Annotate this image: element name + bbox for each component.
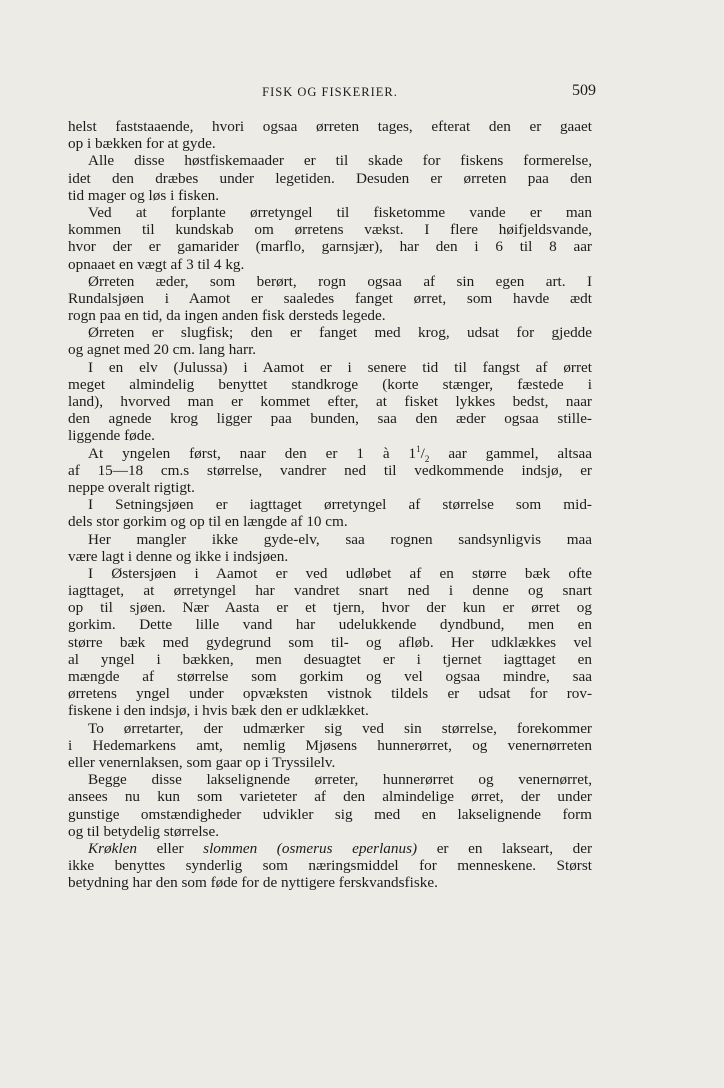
page-number: 509 bbox=[572, 82, 596, 99]
text-line: eller venernlaksen, som gaar op i Tryssilelv. bbox=[68, 753, 336, 771]
fraction-line: At yngelen først, naar den er 1 à $1^1/_2$ aar gammel, altsaa bbox=[88, 443, 593, 464]
text-line: fiskene i den indsjø, i hvis bæk den er udklækket. bbox=[68, 702, 369, 720]
species-name-krøklen: Krøklen bbox=[88, 839, 137, 857]
text-line: Ørreten æder, som berørt, rogn ogsaa af sin egen art. I bbox=[88, 272, 592, 290]
text-line: To ørretarter, der udmærker sig ved sin størrelse, forekommer bbox=[88, 719, 592, 737]
text-line: liggende føde. bbox=[68, 427, 155, 445]
text-line: den agnede krog ligger paa bunden, saa den æder ogsaa stille- bbox=[68, 410, 592, 428]
text-line: tid mager og løs i fisken. bbox=[68, 186, 220, 204]
text-line: og til betydelig størrelse. bbox=[68, 822, 219, 840]
text-line: kommen til kundskab om ørretens vækst. I flere høifjeldsvande, bbox=[68, 221, 592, 239]
latin-name: (osmerus eperlanus) bbox=[276, 839, 418, 857]
text-line: neppe overalt rigtigt. bbox=[68, 478, 195, 496]
text-line: Begge disse lakselignende ørreter, hunnerørret og venernørret, bbox=[88, 771, 592, 789]
running-title: FISK OG FISKERIER. bbox=[262, 85, 398, 99]
body-text bbox=[68, 118, 592, 891]
text-line: ikke benyttes synderlig som næringsmiddel for menneskene. Størst bbox=[68, 857, 592, 875]
text-line: gunstige omstændigheder udvikler sig med en lakselignende form bbox=[68, 805, 592, 823]
text-line: ørretens yngel under opvæksten vistnok tildels er udsat for rov- bbox=[68, 685, 592, 703]
text-line: mængde af størrelse som gorkim og vel ogsaa mindre, saa bbox=[68, 668, 592, 685]
text-line: I Setningsjøen er iagttaget ørretyngel af størrelse som mid- bbox=[88, 496, 592, 514]
text-line: og agnet med 20 cm. lang harr. bbox=[68, 341, 257, 359]
smelt-line bbox=[68, 840, 592, 857]
text-line: Alle disse høstfiskemaader er til skade for fiskens formerelse, bbox=[88, 152, 592, 170]
text-line: op til sjøen. Nær Aasta er et tjern, hvor der kun er ørret og bbox=[68, 599, 592, 617]
text-line: iagttaget, at ørretyngel har vandret snart ned i denne og snart bbox=[68, 582, 592, 600]
text-line: Ørreten er slugfisk; den er fanget med krog, udsat for gjedde bbox=[88, 324, 592, 342]
text-line: meget almindelig benyttet standkroge (korte stænger, fæstede i bbox=[68, 375, 592, 393]
fraction-denominator: 2 bbox=[424, 453, 430, 464]
fraction-line-lead: At yngelen først, naar den er 1 à bbox=[88, 444, 390, 462]
text-line: al yngel i bækken, men desuagtet er i tjernet iagttaget en bbox=[68, 650, 592, 668]
running-head bbox=[60, 82, 600, 102]
text-line: helst faststaaende, hvori ogsaa ørreten tages, efterat den er gaaet bbox=[68, 118, 592, 135]
text-line: betydning har den som føde for de nyttigere ferskvandsfiske. bbox=[68, 874, 438, 892]
text-line: Her mangler ikke gyde-elv, saa rognen sandsynligvis maa bbox=[88, 530, 592, 548]
species-name-slommen: slommen bbox=[203, 839, 258, 857]
text-line: være lagt i denne og ikke i indsjøen. bbox=[68, 547, 289, 565]
text-line: op i bækken for at gyde. bbox=[68, 135, 216, 153]
text-line: gorkim. Dette lille vand har udelukkende dyndbund, men en bbox=[68, 616, 592, 634]
text-line: idet den dræbes under legetiden. Desuden er ørreten paa den bbox=[68, 169, 592, 187]
fraction-line-tail: aar gammel, altsaa bbox=[448, 444, 593, 462]
text-line: Rundalsjøen i Aamot er saaledes fanget ørret, som havde ædt bbox=[68, 289, 592, 307]
text-line: Ved at forplante ørretyngel til fisketomme vande er man bbox=[88, 203, 592, 221]
text-line: ansees nu kun som varieteter af den almindelige ørret, der under bbox=[68, 788, 592, 806]
text-line: i Hedemarkens amt, nemlig Mjøsens hunnerørret, og venernørreten bbox=[68, 736, 592, 754]
text-line: I en elv (Julussa) i Aamot er i senere tid til fangst af ørret bbox=[88, 358, 592, 376]
text-line: opnaaet en vægt af 3 til 4 kg. bbox=[68, 255, 245, 273]
text-line: hvor der er gamarider (marflo, garnsjær), har den i 6 til 8 aar bbox=[68, 238, 592, 256]
text-line: dels stor gorkim og op til en længde af 10 cm. bbox=[68, 513, 348, 531]
smelt-line-tail: er en lakseart, der bbox=[436, 839, 593, 857]
text-line: rogn paa en tid, da ingen anden fisk dersteds legede. bbox=[68, 307, 386, 325]
text-line: større bæk med gydegrund som til- og afløb. Her udklækkes vel bbox=[68, 633, 592, 651]
fraction-whole: 1 bbox=[408, 444, 417, 462]
text-line: I Østersjøen i Aamot er ved udløbet af en større bæk ofte bbox=[88, 564, 592, 582]
fraction-numerator: 1 bbox=[416, 443, 421, 454]
text-line: land), hvorved man er kommet efter, at fisket lykkes bedst, naar bbox=[68, 393, 592, 410]
smelt-word-eller: eller bbox=[156, 839, 184, 857]
text-line: af 15—18 cm.s størrelse, vandrer ned til vedkommende indsjø, er bbox=[68, 461, 592, 479]
